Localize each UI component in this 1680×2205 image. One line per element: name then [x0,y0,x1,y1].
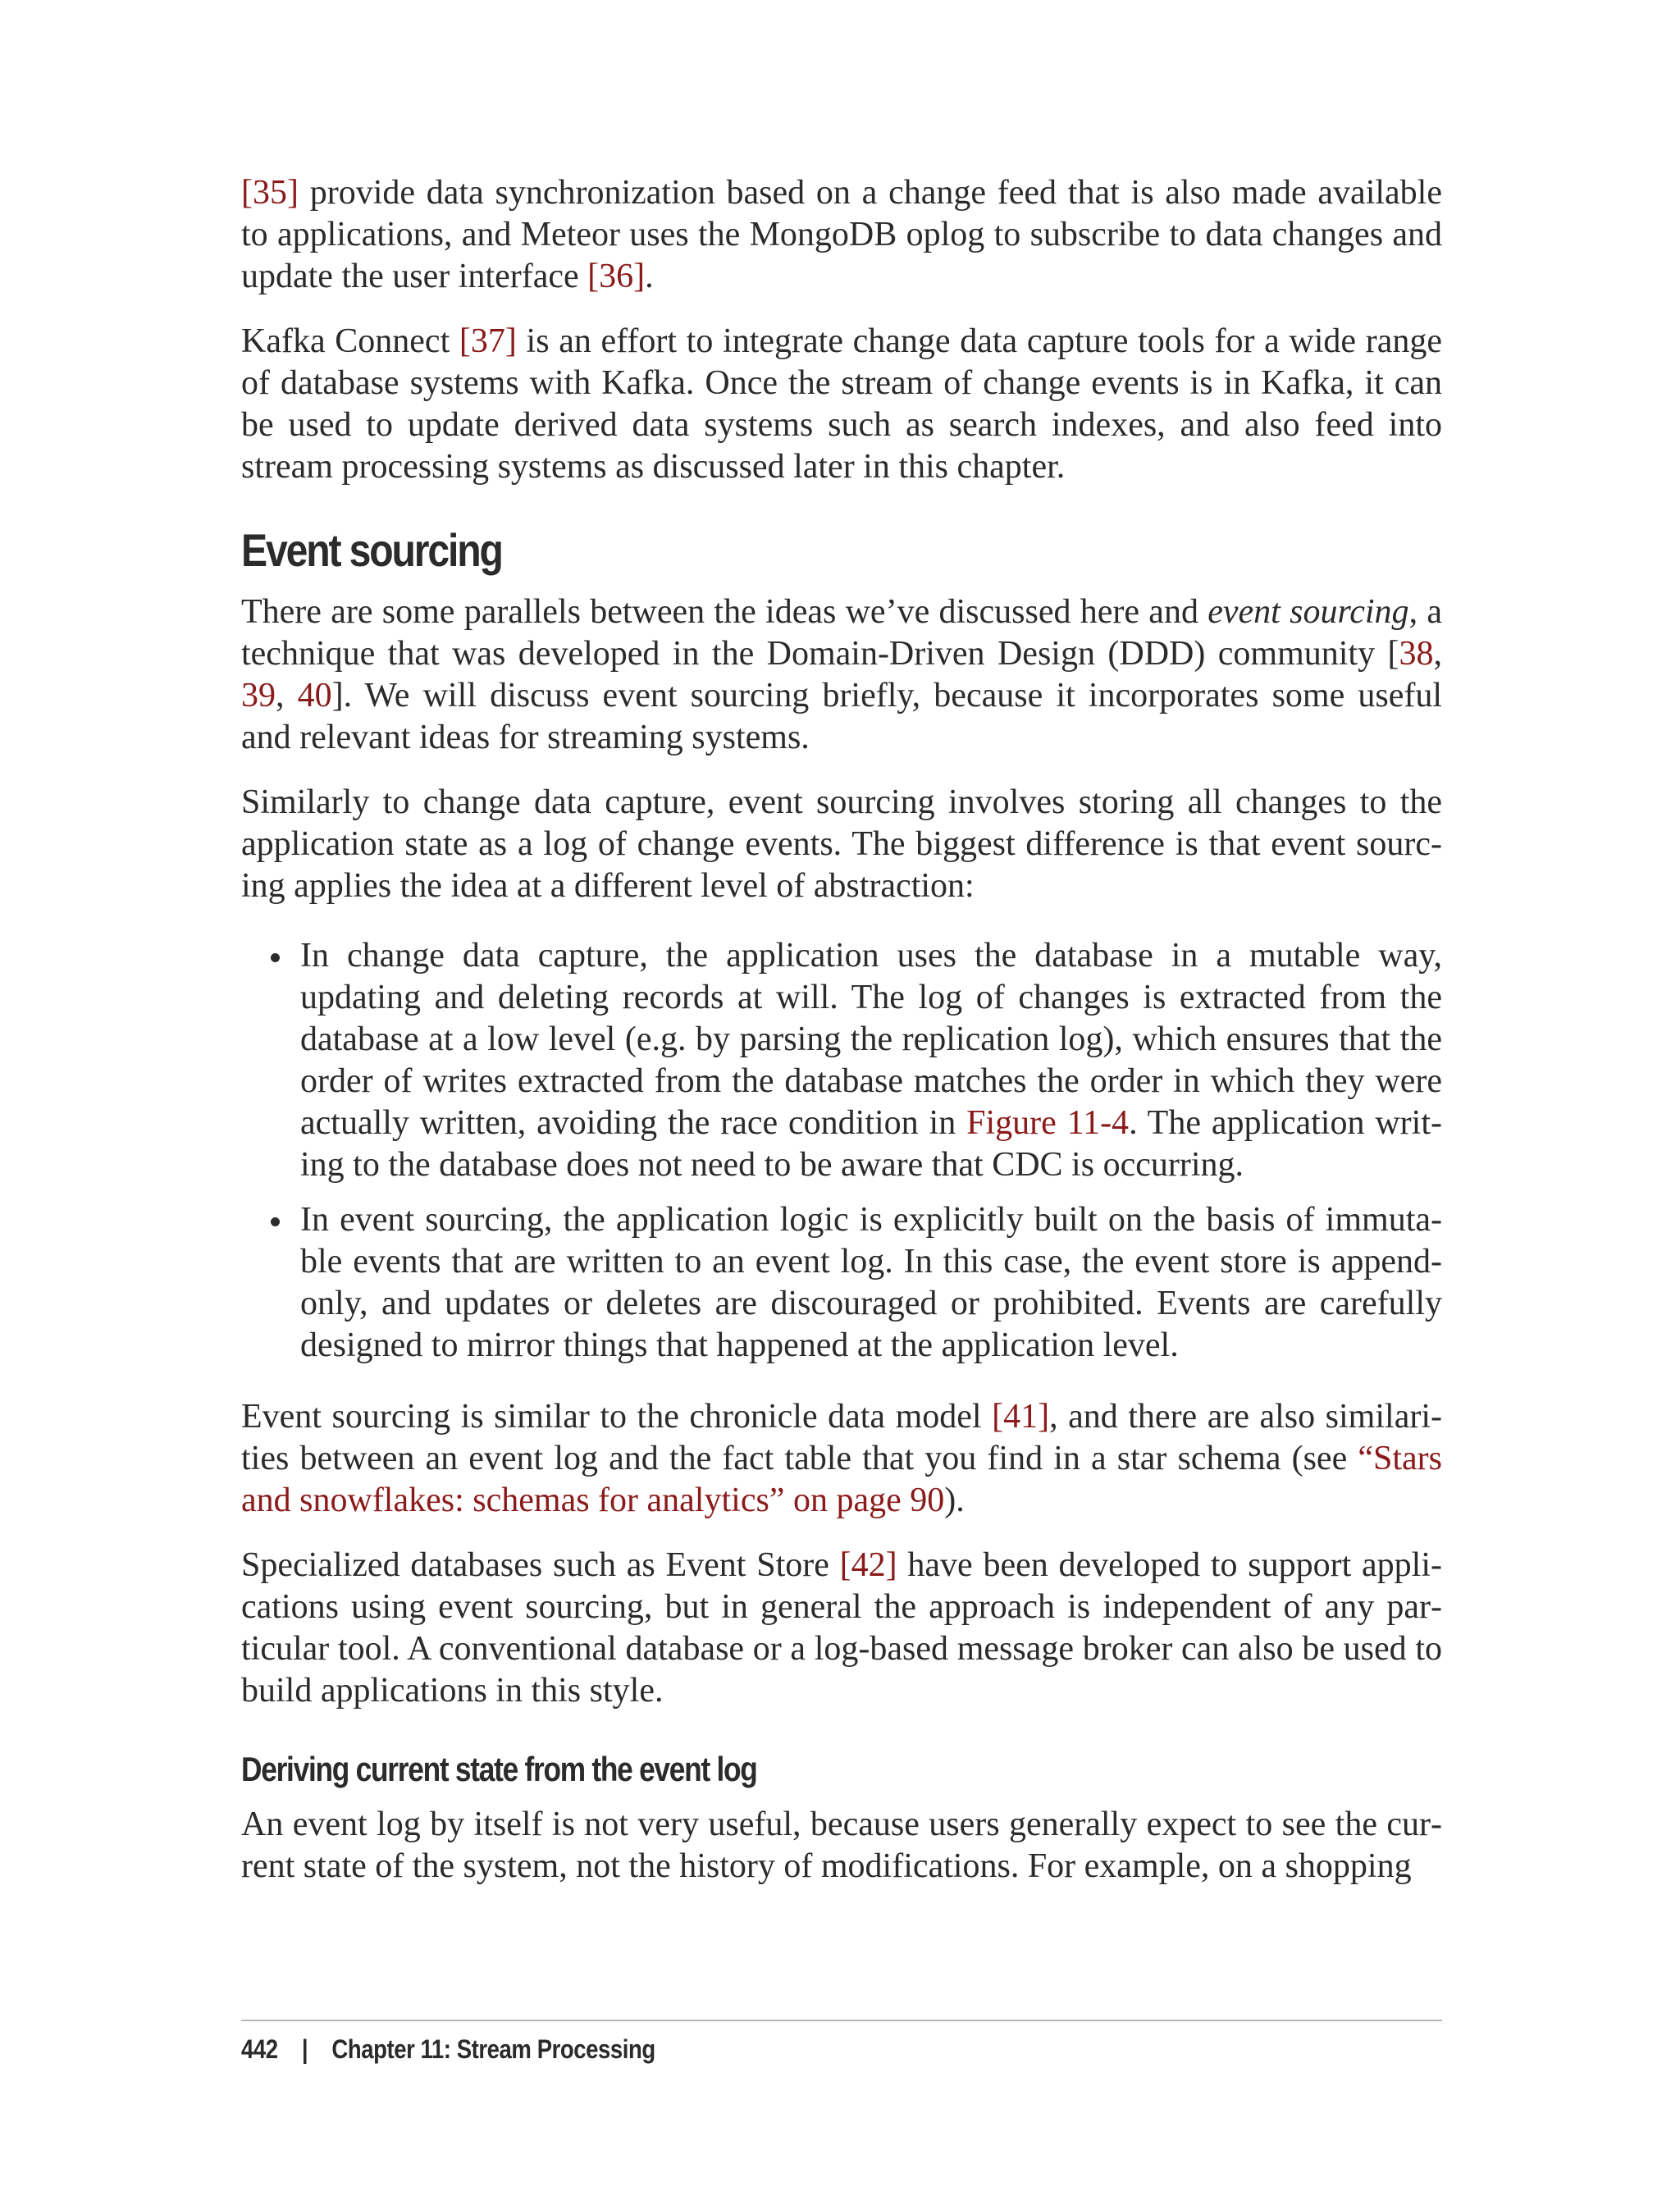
paragraph-change-feed [241,172,1442,298]
citation-40[interactable]: 40 [297,677,332,714]
page-number: 442 [241,2034,278,2064]
paragraph-text: Kafka Connect [241,322,459,360]
paragraph-text: have been developed to support applications using event sourcing, but in general the approach is independent of any particular tool. A conventional database or a log-based message broker can also be used to build applications in this style. [241,1546,1443,1710]
paragraph-text: Event sourcing is similar to the chronicle data model [241,1398,993,1436]
page-content [241,172,1442,1911]
paragraph-event-sourcing-intro [241,591,1442,759]
section-link[interactable]: “Stars and snowflakes: schemas for analytics” on page 90 [241,1440,1442,1519]
paragraph-text: provide data synchronization based on a change feed that is also made available to applications, and Meteor uses the MongoDB oplog to subscribe to data changes and update the user interface [241,174,1442,295]
paragraph-event-log [241,1804,1442,1888]
list-item-text: In event sourcing, the application logic is explicitly built on the basis of immutable events that are written to an event log. In this case, the event store is append-only, and updates or deletes are discouraged or prohibited. Events are carefully designed to mirror things that happened at the application level. [300,1201,1442,1364]
paragraph-text: , [276,677,298,714]
paragraph-specialized-databases [241,1545,1442,1712]
paragraph-text: . [645,258,654,295]
bullet-list [241,935,1442,1367]
paragraph-text: Specialized databases such as Event Store [241,1546,840,1584]
citation-39[interactable]: 39 [241,677,276,714]
list-item-text: . The application writing to the database does not need to be aware that CDC is occurring. [300,1104,1442,1184]
citation-37[interactable]: [37] [459,322,517,360]
citation-41[interactable]: [41] [992,1398,1050,1436]
section-heading-event-sourcing: Event sourcing [241,524,502,576]
citation-36[interactable]: [36] [587,258,646,295]
paragraph-text: , [1433,635,1442,673]
paragraph-text: There are some parallels between the ideas we’ve discussed here and [241,593,1208,631]
bullet-icon [271,953,280,962]
paragraph-text: , and there are also similarities between an event log and the fact table that you find in a star schema (see [241,1398,1442,1477]
paragraph-abstraction [241,782,1442,907]
page-footer [241,2020,1442,2066]
citation-42[interactable]: [42] [839,1546,897,1584]
footer-separator: | [301,2034,308,2064]
paragraph-text: is an effort to integrate change data capture tools for a wide range of database systems with Kafka. Once the stream of change events is in Kafka, it can be used to update derived data systems such as search indexes, and also feed into stream processing systems as discussed later in this chapter. [241,322,1442,486]
list-item-cdc [241,935,1442,1186]
footer-inner [241,2033,655,2066]
paragraph-text: Similarly to change data capture, event sourcing involves storing all changes to the application state as a log of change events. The biggest difference is that event sourcing applies the idea at a different level of abstraction: [241,783,1442,905]
emphasis-term: event sourcing [1208,593,1409,631]
paragraph-text: ). [944,1481,965,1519]
bullet-icon [271,1217,280,1226]
paragraph-chronicle-model [241,1396,1442,1522]
paragraph-text: , a technique that was developed in the Domain-Driven Design (DDD) community [ [241,593,1442,673]
paragraph-kafka-connect [241,321,1442,488]
chapter-title: Chapter 11: Stream Processing [331,2034,655,2064]
subsection-heading-deriving-state: Deriving current state from the event log [241,1750,757,1788]
list-item-text: In change data capture, the application uses the database in a mutable way, updating and deleting records at will. The log of changes is extracted from the database at a low level (e.g. by parsing the replication log), which ensures that the order of writes extracted from the database matches the order in which they were actually written, avoiding the race condition in [300,937,1442,1142]
citation-35[interactable]: [35] [241,174,299,212]
paragraph-text: ]. We will discuss event sourcing briefly, because it incorporates some useful and relevant ideas for streaming systems. [241,677,1443,756]
figure-link[interactable]: Figure 11-4 [966,1104,1130,1142]
paragraph-text: An event log by itself is not very useful, because users generally expect to see the current state of the system, not the history of modifications. For example, on a shopping [241,1806,1442,1885]
citation-38[interactable]: 38 [1399,635,1434,673]
list-item-event-sourcing [241,1199,1442,1367]
